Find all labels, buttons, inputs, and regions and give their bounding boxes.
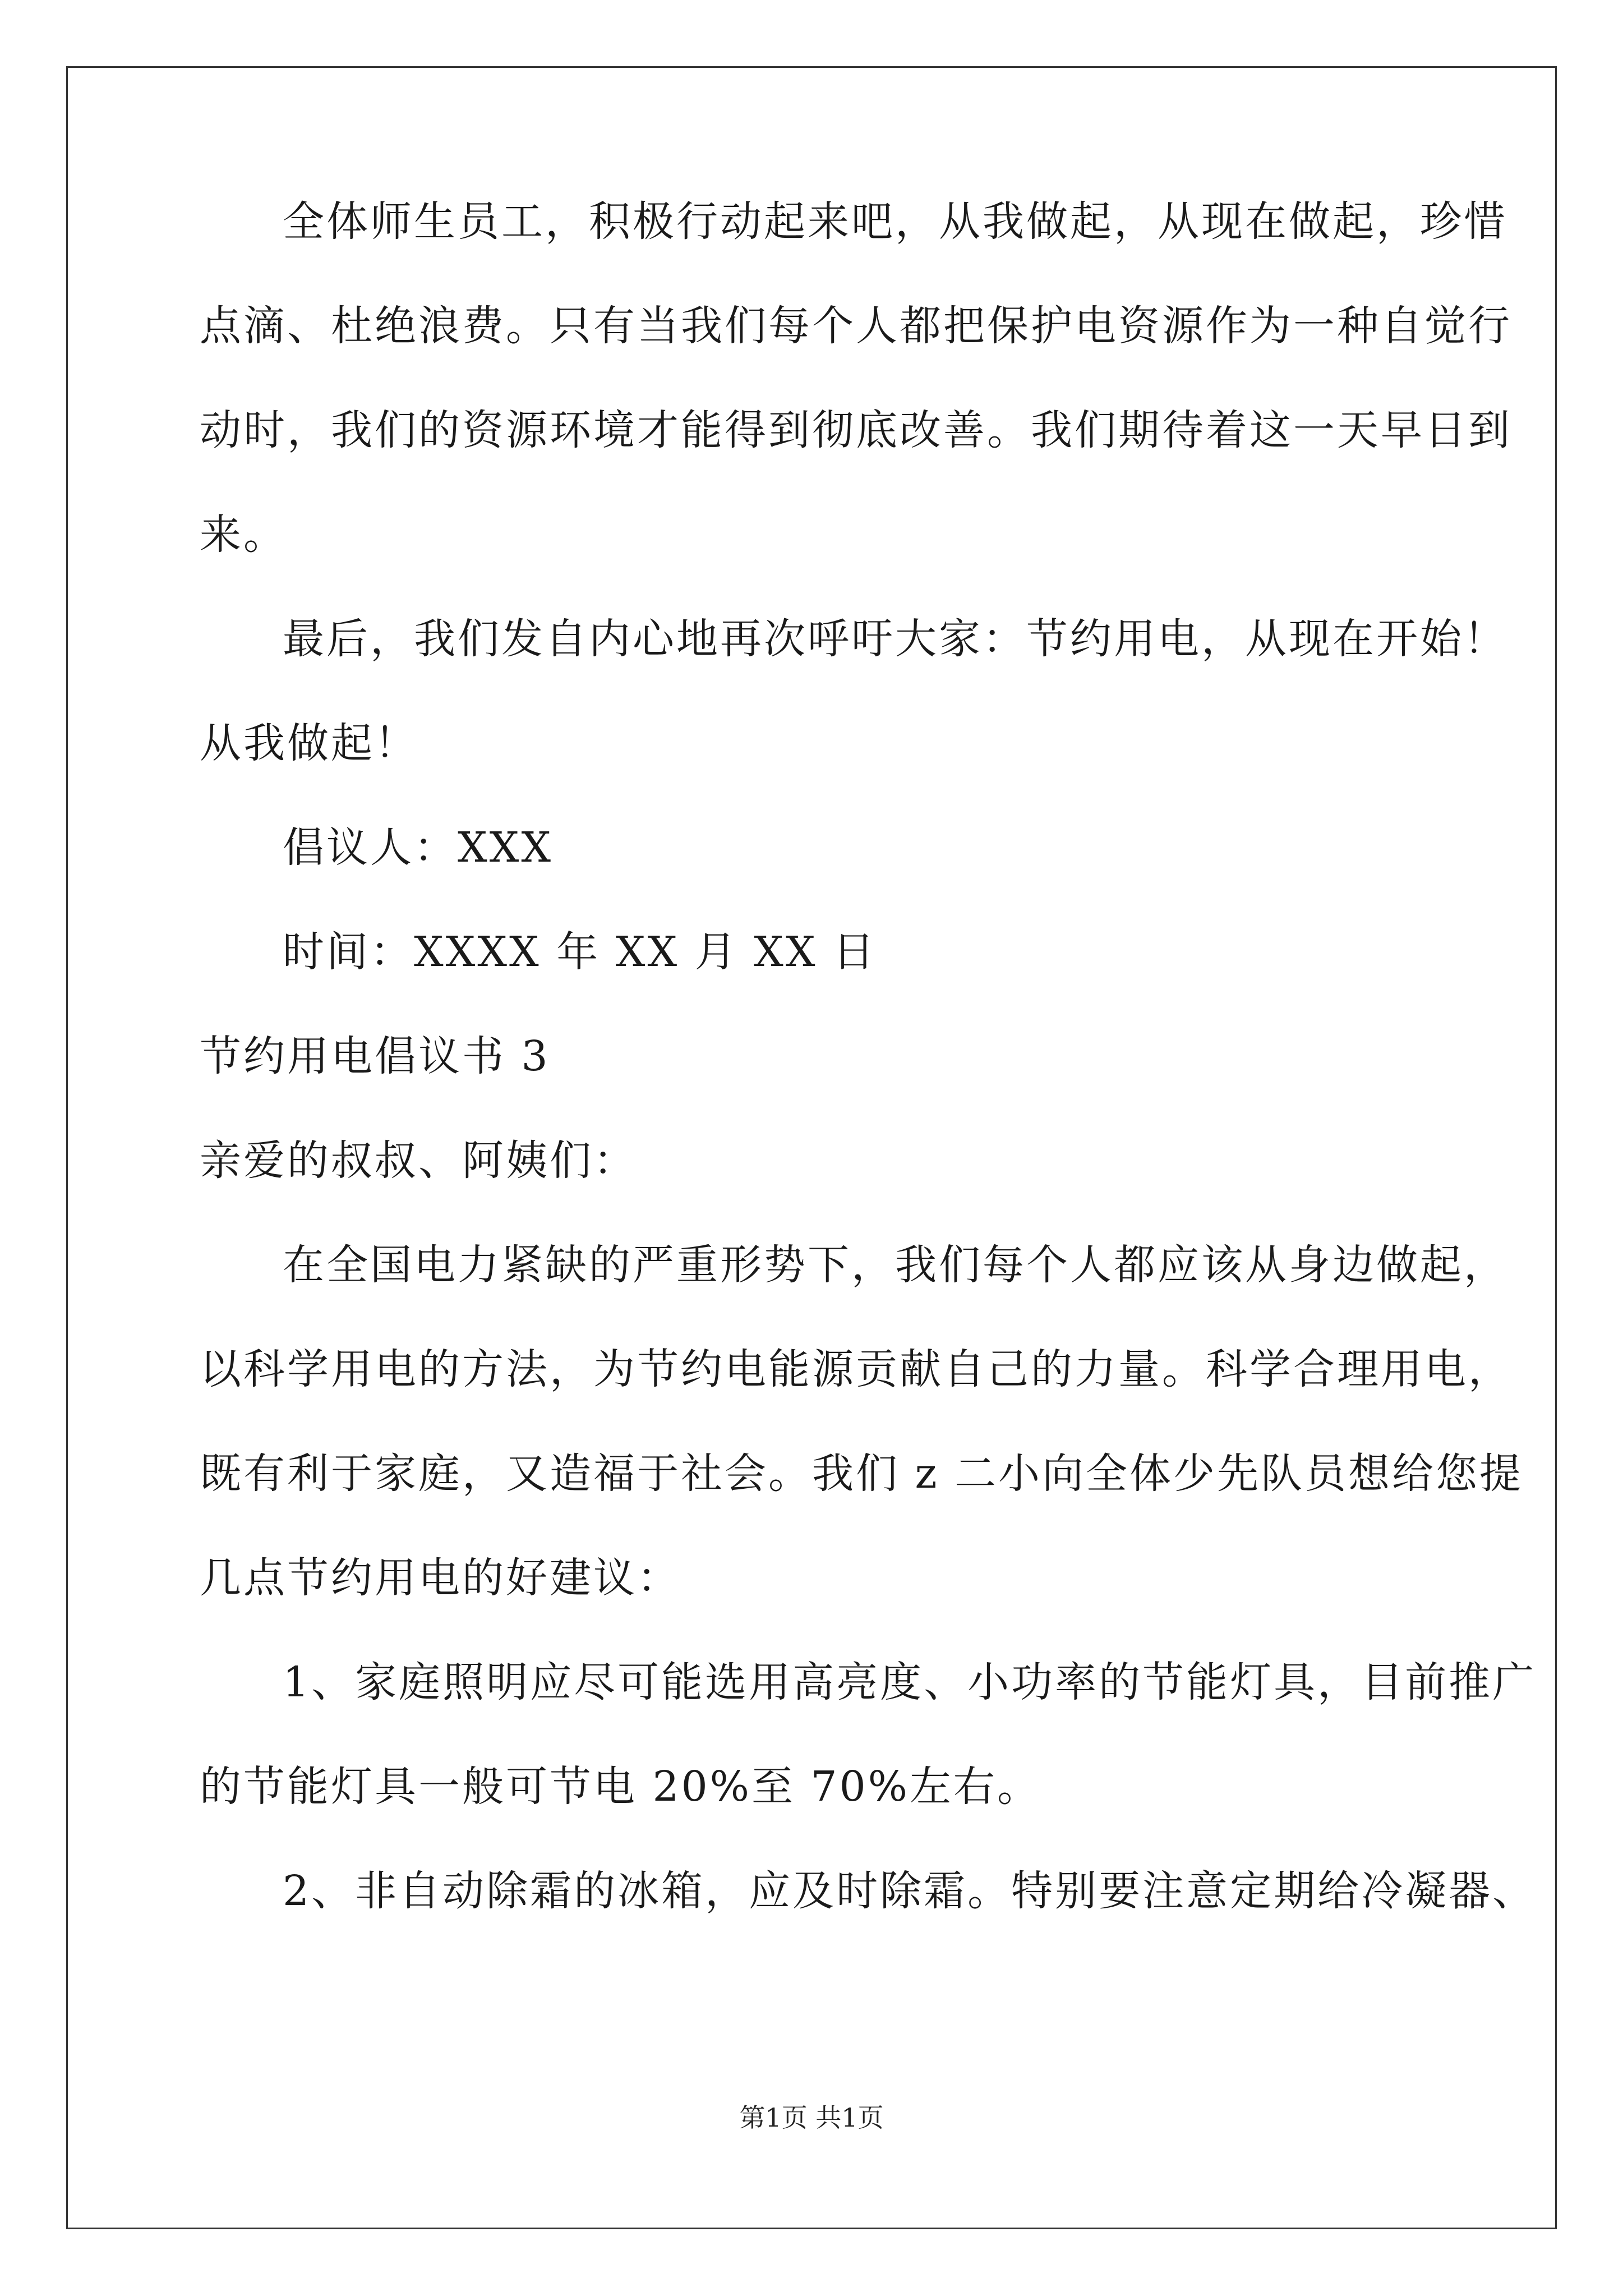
- paragraph-line: 既有利于家庭，又造福于社会。我们 z 二小向全体少先队员想给您提: [200, 1450, 1524, 1498]
- date-line: 时间：XXXX 年 XX 月 XX 日: [283, 928, 877, 976]
- paragraph-line: 来。: [200, 510, 287, 559]
- list-item-line: 2、非自动除霜的冰箱，应及时除霜。特别要注意定期给冷凝器、: [283, 1867, 1537, 1915]
- paragraph-line: 几点节约用电的好建议：: [200, 1554, 681, 1602]
- paragraph-line: 全体师生员工，积极行动起来吧，从我做起，从现在做起，珍惜: [283, 197, 1507, 246]
- paragraph-line: 以科学用电的方法，为节约电能源贡献自己的力量。科学合理用电，: [200, 1345, 1512, 1393]
- list-item-line: 1、家庭照明应尽可能选用高亮度、小功率的节能灯具，目前推广: [283, 1658, 1537, 1706]
- paragraph-line: 点滴、杜绝浪费。只有当我们每个人都把保护电资源作为一种自觉行: [200, 302, 1512, 350]
- paragraph-line: 从我做起！: [200, 719, 418, 767]
- paragraph-line: 最后，我们发自内心地再次呼吁大家：节约用电，从现在开始！: [283, 615, 1507, 663]
- page-footer: 第1页 共1页: [739, 2102, 884, 2133]
- list-item-line: 的节能灯具一般可节电 20%至 70%左右。: [200, 1763, 1041, 1811]
- section-title: 节约用电倡议书 3: [200, 1032, 550, 1080]
- proposer-line: 倡议人：XXX: [283, 823, 554, 872]
- salutation: 亲爱的叔叔、阿姨们：: [200, 1137, 637, 1185]
- paragraph-line: 动时，我们的资源环境才能得到彻底改善。我们期待着这一天早日到: [200, 406, 1512, 454]
- paragraph-line: 在全国电力紧缺的严重形势下，我们每个人都应该从身边做起，: [283, 1241, 1507, 1289]
